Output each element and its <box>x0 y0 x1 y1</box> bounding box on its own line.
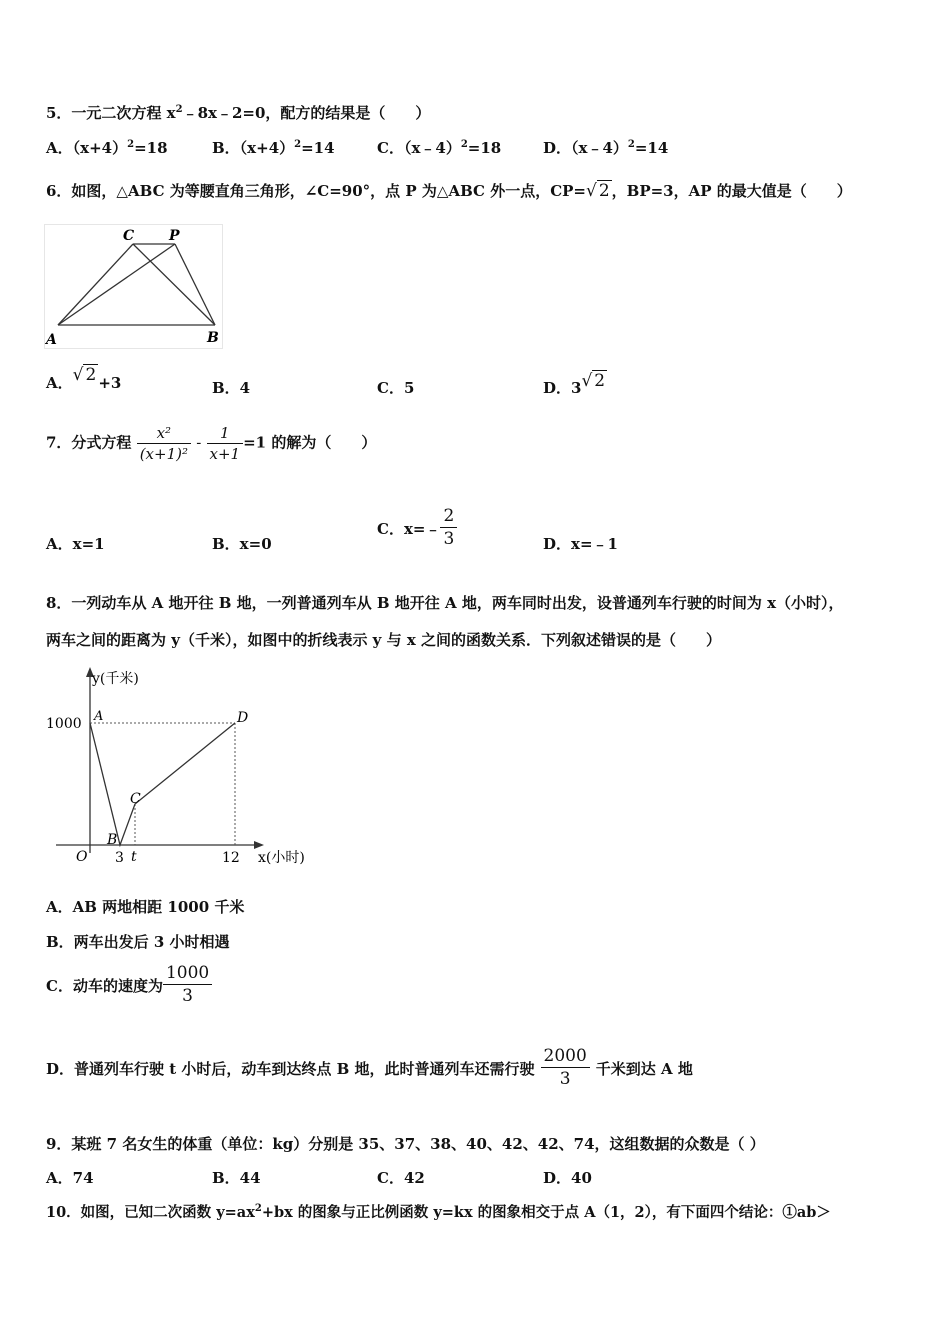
sqrt-symbol: √ 2 <box>585 181 610 201</box>
q9-option-a: A．74 <box>46 1169 94 1187</box>
q9-stem: 9．某班 7 名女生的体重（单位：kg）分别是 35、37、38、40、42、42、74，这组数据的众数是（ ） <box>46 1135 765 1153</box>
segment-ap <box>58 244 175 325</box>
q8-stem-line2: 两车之间的距离为 y（千米），如图中的折线表示 y 与 x 之间的函数关系．下列叙述错误的是（ ） <box>46 631 721 649</box>
point-a-label: A <box>94 709 104 724</box>
label-p: P <box>169 228 180 244</box>
q7-option-a: A．x=1 <box>46 535 105 553</box>
x-tick-3: 3 <box>115 850 124 866</box>
segment-cb <box>133 244 215 325</box>
q7-fraction-1: $\frac{\text{x²}}{\text{(x+1)²}}$ <box>137 424 191 463</box>
q8-stem-line1: 8．一列动车从 A 地开往 B 地，一列普通列车从 B 地开往 A 地，两车同时出发，设普通列车行驶的时间为 x（小时）， <box>46 594 844 612</box>
origin-label: O <box>76 849 88 865</box>
x-tick-12: 12 <box>222 850 240 866</box>
q9-option-d: D．40 <box>543 1169 592 1187</box>
q6-triangle-figure <box>44 224 226 350</box>
q10-stem: 10．如图，已知二次函数 $y=ax^2+bx$ 的图象与正比例函数 y=kx 的图象相交于点 A（1，2），有下面四个结论：①ab＞ <box>46 1203 831 1221</box>
q8-option-b: B．两车出发后 3 小时相遇 <box>46 933 230 951</box>
segment-ac <box>58 244 133 325</box>
q8-option-d: D．普通列车行驶 t 小时后，动车到达终点 B 地，此时普通列车还需行驶 $\frac{2000}{3}$ 千米到达 A 地 <box>46 1046 693 1089</box>
label-a: A <box>46 332 57 348</box>
q6-option-c: C．5 <box>377 379 415 397</box>
point-b-label: B <box>107 832 118 848</box>
label-c: C <box>123 228 135 244</box>
label-b: B <box>207 330 219 346</box>
x-axis-label: x(小时) <box>258 850 305 866</box>
q7-option-c: C．x=﹣ $\frac{2}{3}$ <box>377 506 457 549</box>
q6-option-b: B．4 <box>212 379 251 397</box>
x-tick-t: t <box>131 849 137 865</box>
q7-option-d: D．x=﹣1 <box>543 535 618 553</box>
q7-option-b: B．x=0 <box>212 535 272 553</box>
point-d-label: D <box>237 710 249 726</box>
y-tick-1000: 1000 <box>46 716 82 732</box>
q9-option-c: C．42 <box>377 1169 425 1187</box>
q7-stem: 7．分式方程 $\frac{\text{x²}}{\text{(x+1)²}}$ - $\frac{1}{x+1}$ =1 的解为（ ） <box>46 424 377 463</box>
q5-option-d: D．（x﹣4）$^2$=14 <box>543 139 669 157</box>
segment-pb <box>175 244 215 325</box>
q8-option-c: C．动车的速度为 $\frac{1000}{3}$ <box>46 963 212 1006</box>
q5-option-c: C．（x﹣4）$^2$=18 <box>377 139 502 157</box>
q8-option-a: A．AB 两地相距 1000 千米 <box>46 898 245 916</box>
q5-option-a: A．$(x+4)^2=18$ <box>46 139 168 157</box>
q6-option-a: A．√ 2 +3 <box>46 365 122 392</box>
q5-stem: 5．一元二次方程 $x^2﹣8x﹣2=0$，配方的结果是（ ） <box>46 104 431 122</box>
polyline-abcd <box>90 723 235 845</box>
x-axis-arrow-icon <box>254 841 264 849</box>
q7-fraction-2: $\frac{1}{x+1}$ <box>207 424 244 463</box>
point-c-label: C <box>130 791 141 807</box>
q6-stem: 6．如图，△ABC 为等腰直角三角形，∠C=90°，点 P 为△ABC 外一点，CP=√ 2 ，BP=3，AP 的最大值是（ ） <box>46 181 852 201</box>
q9-option-b: B．44 <box>212 1169 261 1187</box>
q5-option-b: B．$(x+4)^2=14$ <box>212 139 335 157</box>
y-axis-label: y(千米) <box>92 671 139 687</box>
q6-option-d: D．3√ 2 <box>543 371 606 397</box>
q8-graph <box>44 665 306 875</box>
